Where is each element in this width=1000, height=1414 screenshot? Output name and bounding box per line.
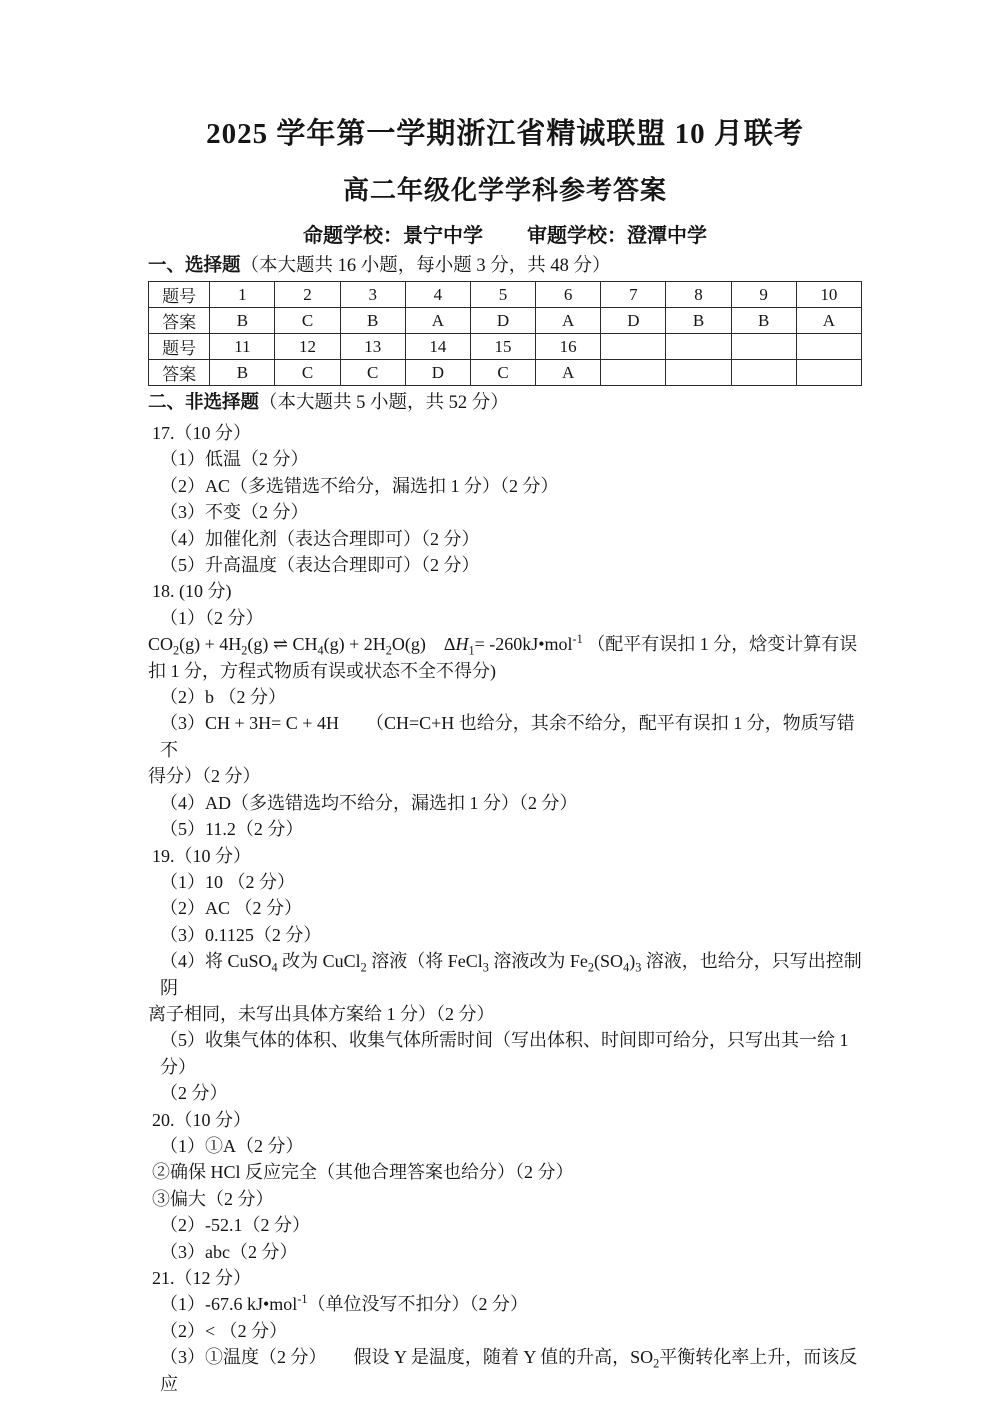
answer-line: （1）（2 分） [160, 607, 264, 628]
choice-heading-label: 一、选择题 [148, 256, 241, 276]
answer-line: 得分）（2 分） [148, 766, 261, 787]
question-number-cell: 5 [470, 282, 535, 308]
question-number-cell: 6 [536, 282, 601, 308]
answer-cell: D [601, 308, 666, 334]
section-choice-heading [148, 254, 862, 278]
answer-cell: B [731, 308, 796, 334]
answer-line: （4）加催化剂（表达合理即可）（2 分） [160, 528, 480, 549]
frq-heading-note: （本大题共 5 小题，共 52 分） [259, 393, 509, 413]
row-label-cell: 题号 [149, 334, 210, 360]
empty-cell [601, 334, 666, 360]
question-number-cell: 1 [210, 282, 275, 308]
answer-line: 17.（10 分） [152, 423, 251, 443]
answer-cell: A [536, 308, 601, 334]
question-number-cell: 4 [405, 282, 470, 308]
table-row [149, 308, 862, 334]
answer-cell: C [340, 360, 405, 386]
empty-cell [731, 360, 796, 386]
exam-title: 2025 学年第一学期浙江省精诚联盟 10 月联考 [206, 118, 804, 150]
answer-line: ②确保 HCl 反应完全（其他合理答案也给分）（2 分） [152, 1162, 574, 1183]
answer-line: 21.（12 分） [152, 1268, 251, 1288]
reviewer-school: 审题学校：澄潭中学 [527, 225, 707, 247]
answer-line: （1）10 （2 分） [160, 871, 295, 892]
answer-line: 18. (10 分) [152, 581, 232, 602]
answer-cell: D [470, 308, 535, 334]
answer-line: （3）abc（2 分） [160, 1241, 298, 1262]
question-number-cell: 9 [731, 282, 796, 308]
row-label-cell: 答案 [149, 360, 210, 386]
question-number-cell: 12 [275, 334, 340, 360]
answer-line: （2）AC （2 分） [160, 898, 303, 919]
answer-line: （4）将 CuSO$_4$ 改为 CuCl$_2$ 溶液（将 FeCl$_3$ 溶液改为 $Fe_2(SO_4)_3$ 溶液，也给分，只写出控制阴 [160, 951, 862, 998]
answer-line: （2）AC（多选错选不给分，漏选扣 1 分）（2 分） [160, 475, 559, 496]
question-number-cell: 13 [340, 334, 405, 360]
question-number-cell: 7 [601, 282, 666, 308]
empty-cell [601, 360, 666, 386]
question-number-cell: 8 [666, 282, 731, 308]
row-label-cell: 题号 [149, 282, 210, 308]
answer-line: （2）< （2 分） [160, 1320, 288, 1341]
answer-cell: C [275, 308, 340, 334]
answer-cell: C [275, 360, 340, 386]
section-frq-heading [148, 391, 862, 415]
proposer-school: 命题学校：景宁中学 [303, 225, 483, 247]
answer-line: 扣 1 分，方程式物质有误或状态不全不得分) [148, 660, 496, 681]
answer-line: （2）-52.1（2 分） [160, 1215, 310, 1236]
answer-line: （3）不变（2 分） [160, 502, 309, 523]
answer-line: 20.（10 分） [152, 1109, 251, 1130]
answer-cell: B [340, 308, 405, 334]
question-number-cell: 10 [796, 282, 861, 308]
choice-heading-note: （本大题共 16 小题，每小题 3 分，共 48 分） [240, 256, 611, 276]
question-number-cell: 16 [536, 334, 601, 360]
answer-line: （5）11.2（2 分） [160, 819, 304, 840]
answer-line: （5）收集气体的体积、收集气体所需时间（写出体积、时间即可给分，只写出其一给 1 分） [160, 1030, 853, 1077]
frq-heading-label: 二、非选择题 [148, 393, 260, 413]
answer-line: 19.（10 分） [152, 845, 251, 866]
answer-line: ③偏大（2 分） [152, 1188, 274, 1209]
answer-cell: A [405, 308, 470, 334]
answer-line: （3）①温度（2 分） 假设 Y 是温度，随着 Y 值的升高，$SO_2$平衡转化率上升，而该反应 [160, 1347, 858, 1394]
question-number-cell: 14 [405, 334, 470, 360]
answer-cell: C [470, 360, 535, 386]
answer-cell: A [796, 308, 861, 334]
answer-cell: B [666, 308, 731, 334]
answer-cell: A [536, 360, 601, 386]
empty-cell [796, 360, 861, 386]
answer-line: （4）AD（多选错选均不给分，漏选扣 1 分）（2 分） [160, 792, 578, 813]
frq-answer-lines [148, 420, 862, 1397]
answer-cell: B [210, 360, 275, 386]
row-label-cell: 答案 [149, 308, 210, 334]
schools-line [148, 223, 862, 249]
exam-subtitle: 高二年级化学学科参考答案 [342, 176, 667, 205]
answer-line: 离子相同，未写出具体方案给 1 分）（2 分） [148, 1003, 495, 1024]
answer-line: （2 分） [160, 1083, 228, 1104]
empty-cell [796, 334, 861, 360]
question-number-cell: 2 [275, 282, 340, 308]
question-number-cell: 15 [470, 334, 535, 360]
answer-line chemical-equation-line: $CO_2(g) + 4H_2(g)$ ⇌ $CH_4(g) + 2H_2O(g)$ $\Delta H_1=$ -260kJ•mol$^{-1}$ （配平有误扣 1 分，焓变计算有误 [148, 632, 858, 658]
table-row [149, 282, 862, 308]
empty-cell [666, 334, 731, 360]
answer-line: （2）b （2 分） [160, 687, 286, 708]
answer-line: （3）0.1125（2 分） [160, 924, 322, 945]
answer-cell: D [405, 360, 470, 386]
answer-table [148, 281, 862, 386]
empty-cell [731, 334, 796, 360]
answer-line: （1）低温（2 分） [160, 449, 309, 470]
answer-line: （5）升高温度（表达合理即可）（2 分） [160, 555, 480, 576]
answer-cell: B [210, 308, 275, 334]
answer-line: （3）CH + 3H= C + 4H （CH=C+H 也给分，其余不给分，配平有误扣 1 分，物质写错不 [160, 713, 855, 760]
answer-line: （1）①A（2 分） [160, 1135, 304, 1156]
question-number-cell: 11 [210, 334, 275, 360]
question-number-cell: 3 [340, 282, 405, 308]
table-row [149, 360, 862, 386]
answer-line: （1）-67.6 kJ•mol$^{-1}$（单位没写不扣分）（2 分） [160, 1292, 529, 1315]
empty-cell [666, 360, 731, 386]
table-row [149, 334, 862, 360]
